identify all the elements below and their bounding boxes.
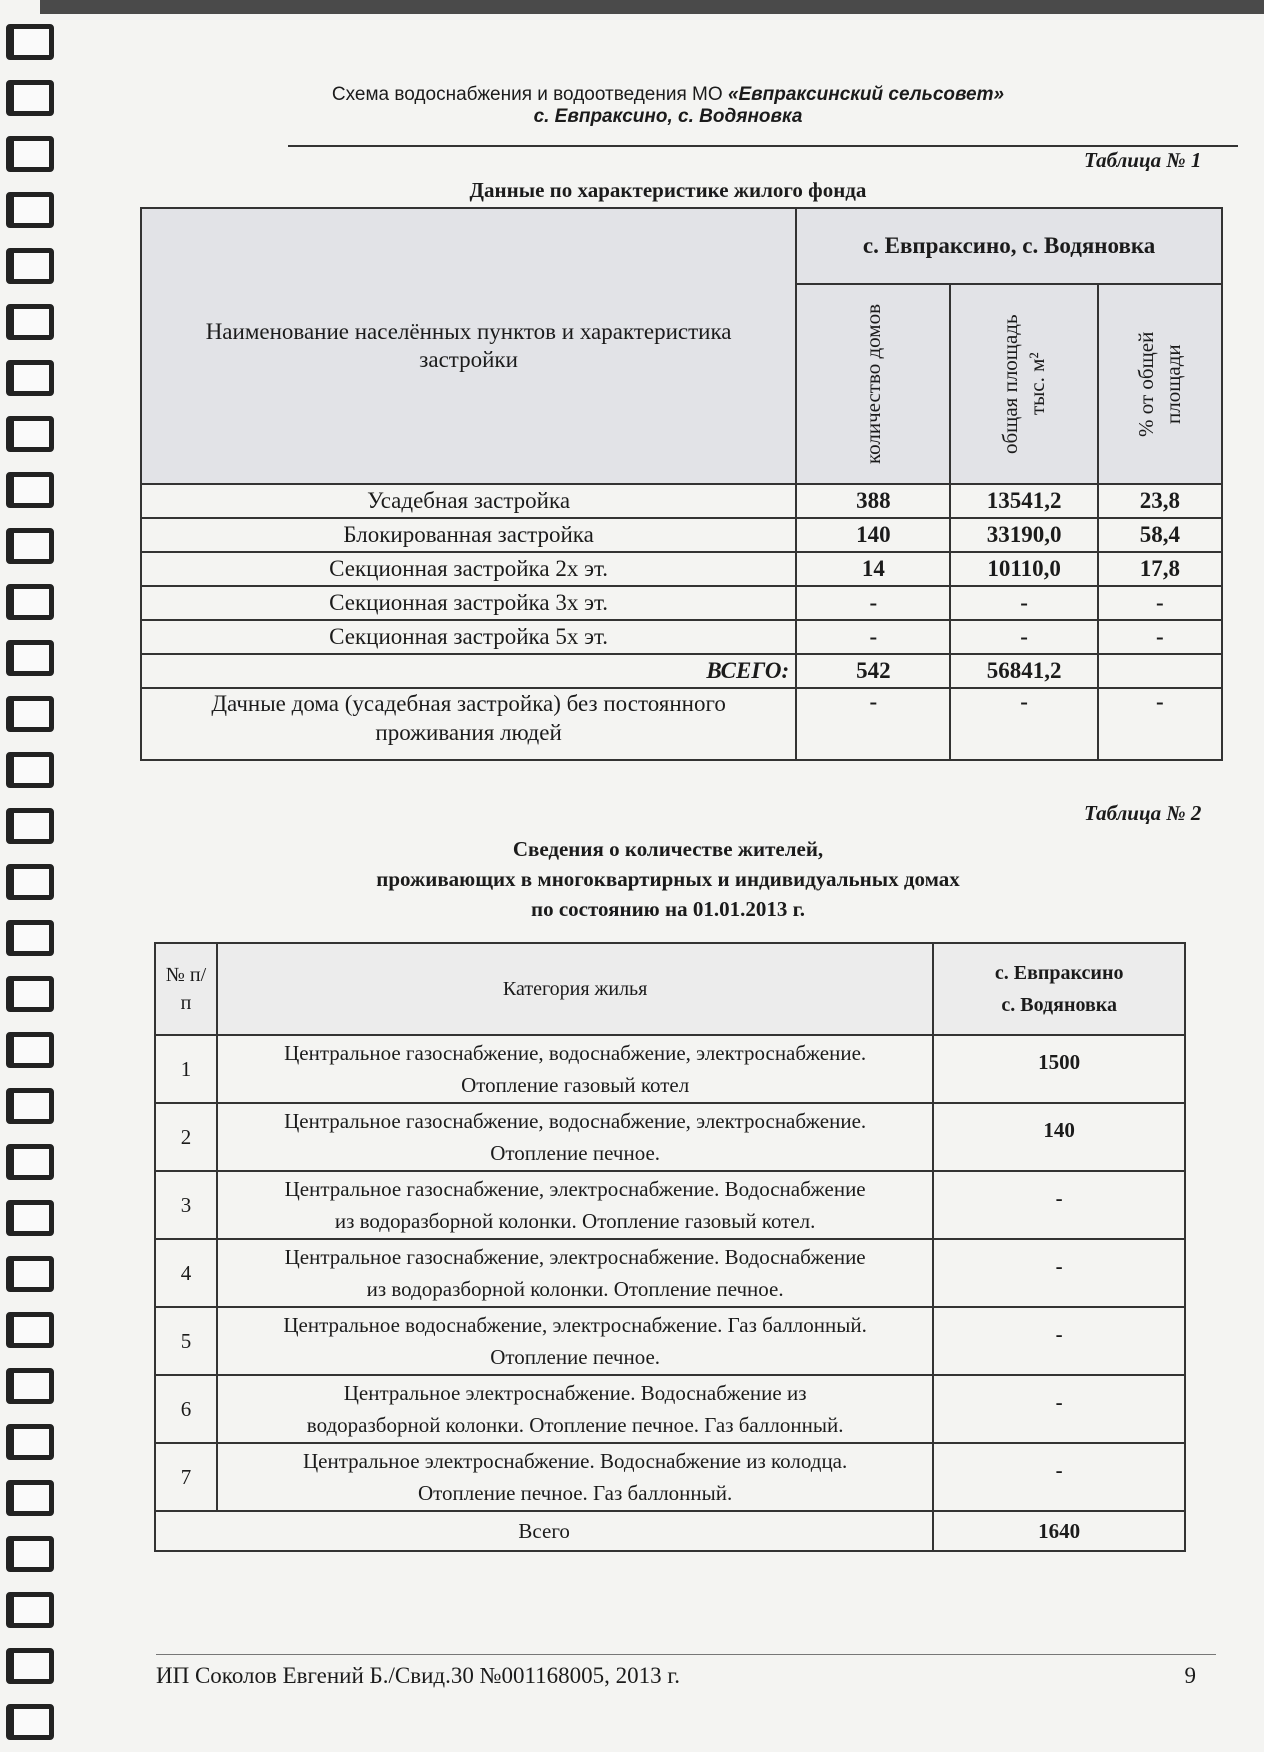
row-area: 13541,2 xyxy=(950,484,1097,518)
col-settlement-line: с. Водяновка xyxy=(1001,994,1117,1016)
table2-number-label: Таблица № 2 xyxy=(1084,801,1202,825)
col-houses-label: количество домов xyxy=(860,304,885,464)
row-number: 7 xyxy=(155,1443,217,1511)
row-area: - xyxy=(950,688,1097,760)
binding-ring xyxy=(6,136,54,172)
binding-ring xyxy=(6,416,54,452)
row-houses: 14 xyxy=(796,552,950,586)
table-row xyxy=(155,1239,1185,1307)
col-num-header: № п/п xyxy=(155,943,217,1035)
binding-ring xyxy=(6,1592,54,1628)
row-category xyxy=(217,1307,933,1375)
col-houses-header xyxy=(796,284,950,484)
row-category-line: Центральное водоснабжение, электроснабжение. Газ баллонный. xyxy=(283,1313,867,1337)
row-name: Дачные дома (усадебная застройка) без постоянного проживания людей xyxy=(141,688,796,760)
row-category-line: из водоразборной колонки. Отопление газовый котел. xyxy=(334,1209,816,1233)
row-percent: 23,8 xyxy=(1098,484,1222,518)
row-number: 4 xyxy=(155,1239,217,1307)
table-row xyxy=(155,1035,1185,1103)
row-area: 10110,0 xyxy=(950,552,1097,586)
row-category-line: Центральное электроснабжение. Водоснабжение из xyxy=(343,1381,807,1405)
row-category xyxy=(217,1035,933,1103)
binding-ring xyxy=(6,304,54,340)
binding-ring xyxy=(6,1032,54,1068)
row-name: Блокированная застройка xyxy=(141,518,796,552)
binding-ring xyxy=(6,1648,54,1684)
binding-ring xyxy=(6,1368,54,1404)
col-settlement-line: с. Евпраксино xyxy=(994,962,1124,984)
row-area: 56841,2 xyxy=(950,654,1097,688)
row-category-line: Отопление печное. xyxy=(490,1141,661,1165)
row-value: - xyxy=(933,1375,1185,1443)
page-footer xyxy=(156,1654,1216,1689)
row-category xyxy=(217,1171,933,1239)
binding-ring xyxy=(6,528,54,564)
row-houses: - xyxy=(796,586,950,620)
spiral-binding xyxy=(0,0,72,1752)
binding-ring xyxy=(6,1256,54,1292)
document-header-line1 xyxy=(72,84,1264,106)
row-area: - xyxy=(950,620,1097,654)
col-area-label: общая площадь тыс. м² xyxy=(998,314,1050,454)
binding-ring xyxy=(6,1480,54,1516)
binding-ring xyxy=(6,640,54,676)
row-category-line: из водоразборной колонки. Отопление печное. xyxy=(366,1277,784,1301)
binding-ring xyxy=(6,1704,54,1740)
binding-ring xyxy=(6,472,54,508)
row-houses: 140 xyxy=(796,518,950,552)
binding-ring xyxy=(6,1536,54,1572)
header-municipality: «Евпраксинский сельсовет» xyxy=(727,84,1005,105)
row-category-line: Центральное газоснабжение, электроснабжение. Водоснабжение xyxy=(284,1177,866,1201)
col-name-header: Наименование населённых пунктов и характеристика застройки xyxy=(141,208,796,484)
row-number: 6 xyxy=(155,1375,217,1443)
row-number: 2 xyxy=(155,1103,217,1171)
row-category-line: водоразборной колонки. Отопление печное. Газ баллонный. xyxy=(306,1413,844,1437)
row-category-line: Центральное газоснабжение, водоснабжение, электроснабжение. xyxy=(284,1041,867,1065)
row-category xyxy=(217,1443,933,1511)
document-page xyxy=(72,14,1264,1752)
row-percent xyxy=(1098,654,1222,688)
table-row xyxy=(141,518,1222,552)
row-name: Секционная застройка 5х эт. xyxy=(141,620,796,654)
table1-title: Данные по характеристике жилого фонда xyxy=(469,178,867,202)
page-number: 9 xyxy=(1184,1663,1196,1688)
row-category-line: Центральное газоснабжение, электроснабжение. Водоснабжение xyxy=(284,1245,866,1269)
row-area: - xyxy=(950,586,1097,620)
binding-ring xyxy=(6,1088,54,1124)
binding-ring xyxy=(6,808,54,844)
header-plain-text: Схема водоснабжения и водоотведения МО xyxy=(331,84,728,105)
col-settlement-header xyxy=(933,943,1185,1035)
binding-ring xyxy=(6,1312,54,1348)
col-category-header: Категория жилья xyxy=(217,943,933,1035)
row-name: Секционная застройка 3х эт. xyxy=(141,586,796,620)
row-category-line: Отопление газовый котел xyxy=(461,1073,690,1097)
row-houses: 542 xyxy=(796,654,950,688)
table2-title-line: проживающих в многоквартирных и индивидуальных домах xyxy=(376,867,960,891)
binding-ring xyxy=(6,1144,54,1180)
row-category-line: Центральное электроснабжение. Водоснабжение из колодца. xyxy=(303,1449,848,1473)
row-houses: - xyxy=(796,620,950,654)
row-name: Секционная застройка 2х эт. xyxy=(141,552,796,586)
residents-table xyxy=(154,942,1186,1552)
binding-ring xyxy=(6,248,54,284)
row-category xyxy=(217,1239,933,1307)
row-category xyxy=(217,1375,933,1443)
table-row xyxy=(141,620,1222,654)
row-category-line: Отопление печное. Газ баллонный. xyxy=(417,1481,733,1505)
row-houses: - xyxy=(796,688,950,760)
row-category-line: Центральное газоснабжение, водоснабжение, электроснабжение. xyxy=(284,1109,867,1133)
row-percent: 17,8 xyxy=(1098,552,1222,586)
col-area-header xyxy=(950,284,1097,484)
row-area: 33190,0 xyxy=(950,518,1097,552)
group-header: с. Евпраксино, с. Водяновка xyxy=(796,208,1222,284)
table-row xyxy=(141,688,1222,760)
footer-text: ИП Соколов Евгений Б./Свид.30 №001168005, 2013 г. xyxy=(156,1663,681,1688)
row-value: 1500 xyxy=(933,1035,1185,1103)
scan-top-edge xyxy=(40,0,1264,14)
binding-ring xyxy=(6,584,54,620)
table-row xyxy=(141,586,1222,620)
row-value: 140 xyxy=(933,1103,1185,1171)
binding-ring xyxy=(6,864,54,900)
row-houses: 388 xyxy=(796,484,950,518)
table-row xyxy=(155,1171,1185,1239)
table-row xyxy=(141,654,1222,688)
table2-title xyxy=(72,834,1264,924)
row-value: - xyxy=(933,1171,1185,1239)
row-value: - xyxy=(933,1239,1185,1307)
row-percent: - xyxy=(1098,586,1222,620)
binding-ring xyxy=(6,1200,54,1236)
binding-ring xyxy=(6,80,54,116)
col-percent-label: % от общей площади xyxy=(1133,331,1185,437)
header-divider xyxy=(288,145,1238,147)
table-row xyxy=(155,1307,1185,1375)
document-header-line2: с. Евпраксино, с. Водяновка xyxy=(533,106,803,127)
table1-number-label: Таблица № 1 xyxy=(1084,148,1202,172)
row-percent: 58,4 xyxy=(1098,518,1222,552)
table2-title-line: Сведения о количестве жителей, xyxy=(512,837,824,861)
col-percent-header xyxy=(1098,284,1222,484)
row-category xyxy=(217,1103,933,1171)
table-row xyxy=(141,484,1222,518)
row-name: ВСЕГО: xyxy=(141,654,796,688)
row-name: Усадебная застройка xyxy=(141,484,796,518)
binding-ring xyxy=(6,696,54,732)
row-percent: - xyxy=(1098,620,1222,654)
row-value: - xyxy=(933,1443,1185,1511)
binding-ring xyxy=(6,920,54,956)
row-value: - xyxy=(933,1307,1185,1375)
binding-ring xyxy=(6,976,54,1012)
table-row xyxy=(155,1375,1185,1443)
table-row xyxy=(155,1103,1185,1171)
table2-title-line: по состоянию на 01.01.2013 г. xyxy=(530,897,805,921)
binding-ring xyxy=(6,360,54,396)
row-number: 3 xyxy=(155,1171,217,1239)
binding-ring xyxy=(6,192,54,228)
binding-ring xyxy=(6,1424,54,1460)
housing-stock-table xyxy=(140,207,1223,761)
row-number: 1 xyxy=(155,1035,217,1103)
table-row xyxy=(155,1443,1185,1511)
total-value: 1640 xyxy=(933,1511,1185,1551)
total-label: Всего xyxy=(155,1511,933,1551)
row-category-line: Отопление печное. xyxy=(490,1345,661,1369)
row-number: 5 xyxy=(155,1307,217,1375)
binding-ring xyxy=(6,24,54,60)
row-percent: - xyxy=(1098,688,1222,760)
table-row xyxy=(141,552,1222,586)
binding-ring xyxy=(6,752,54,788)
